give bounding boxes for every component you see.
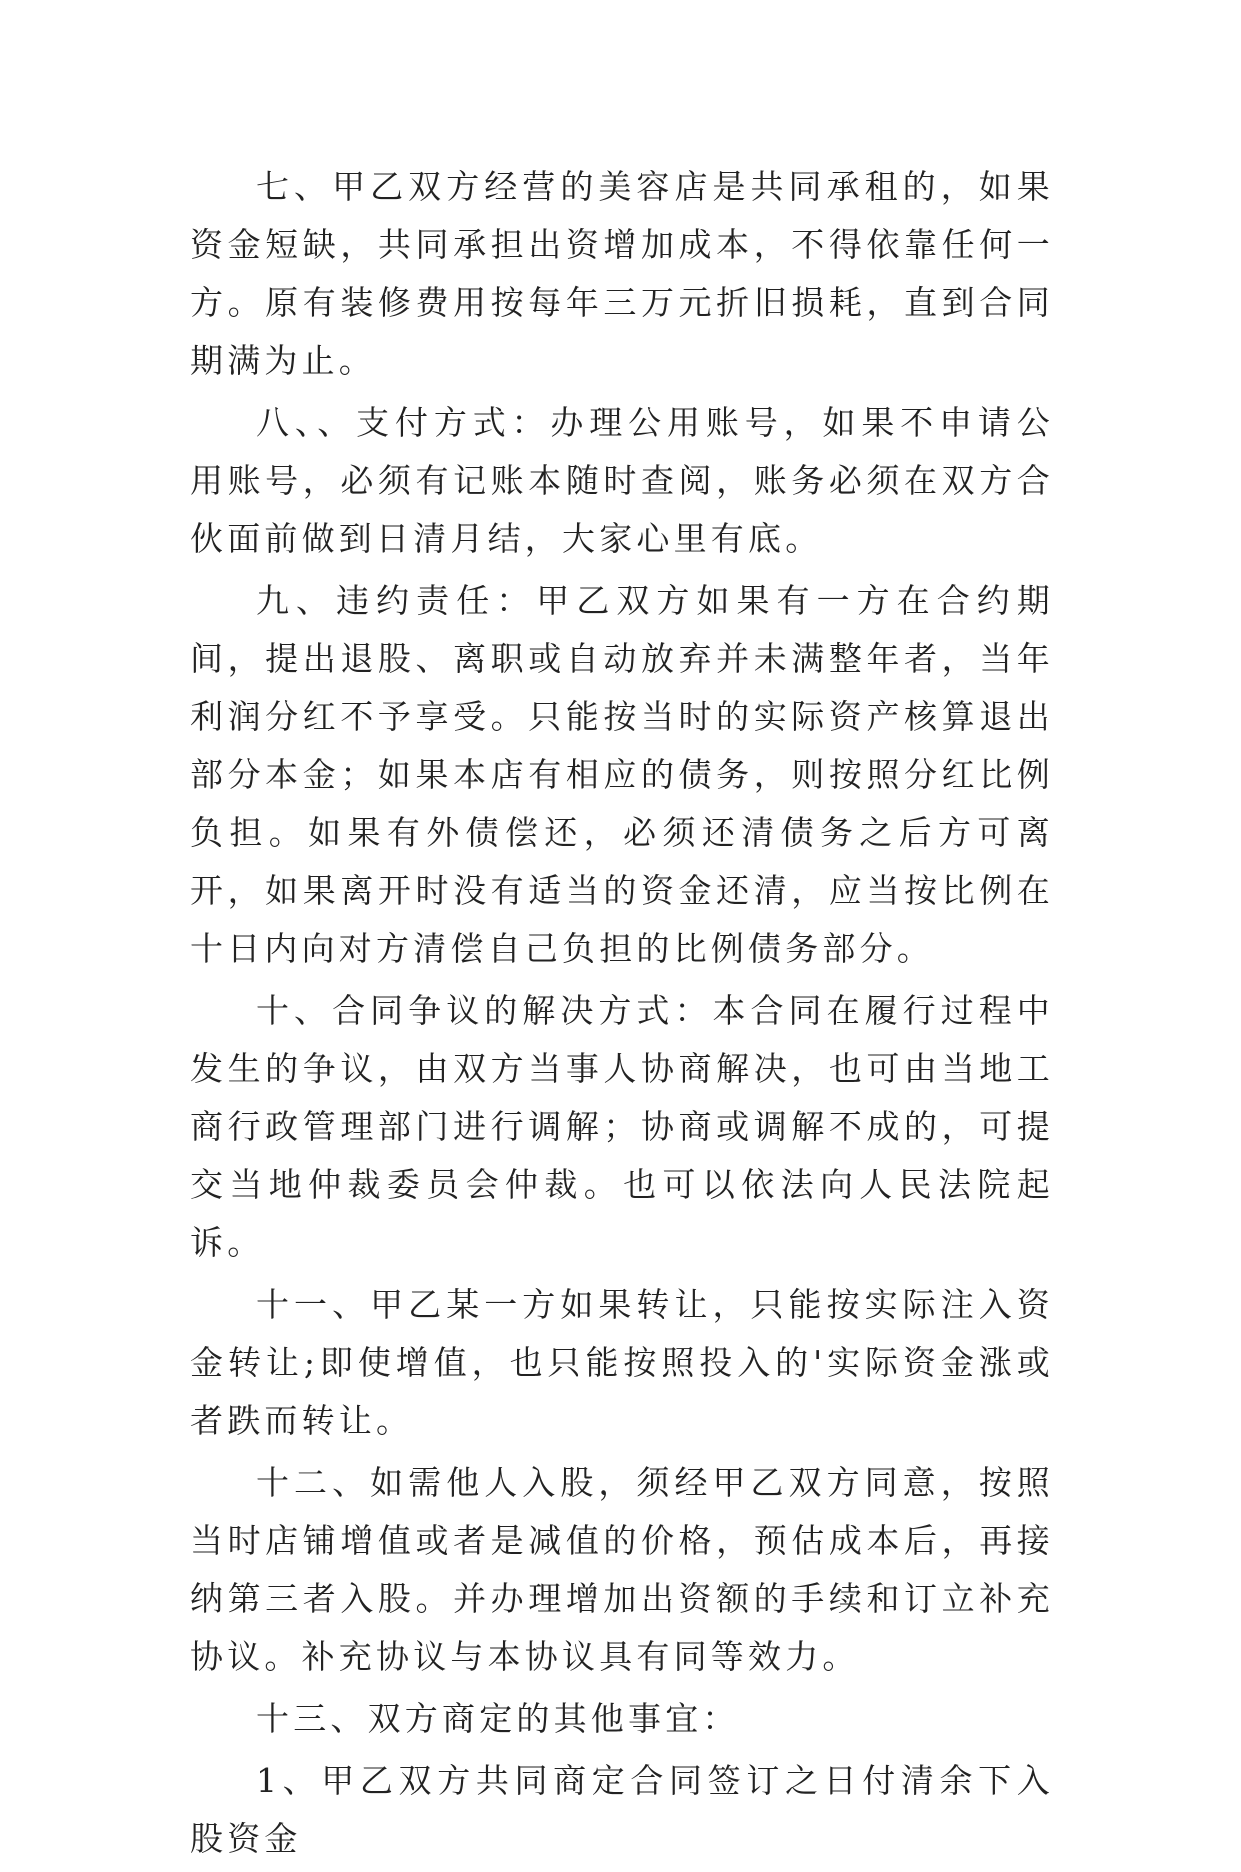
clause-12-paragraph: 十二、如需他人入股，须经甲乙双方同意，按照当时店铺增值或者是减值的价格，预估成本后，再接纳第三者入股。并办理增加出资额的手续和订立补充协议。补充协议与本协议具有同等效力。 (190, 1463, 1054, 1676)
clause-7-paragraph: 七、甲乙双方经营的美容店是共同承租的，如果资金短缺，共同承担出资增加成本，不得依靠任何一方。原有装修费用按每年三万元折旧损耗，直到合同期满为止。 (190, 167, 1054, 380)
clause-11-paragraph: 十一、甲乙某一方如果转让，只能按实际注入资金转让;即使增值，也只能按照投入的'实际资金涨或者跌而转让。 (190, 1285, 1054, 1440)
clause-13-item-1: 1、甲乙双方共同商定合同签订之日付清余下入股资金 (190, 1761, 1054, 1858)
document-body (190, 158, 1054, 1872)
clause-9-paragraph: 九、违约责任：甲乙双方如果有一方在合约期间，提出退股、离职或自动放弃并未满整年者，当年利润分红不予享受。只能按当时的实际资产核算退出部分本金；如果本店有相应的债务，则按照分红比例负担。如果有外债偿还，必须还清债务之后方可离开，如果离开时没有适当的资金还清，应当按比例在十日内向对方清偿自己负担的比例债务部分。 (190, 581, 1054, 968)
clause-13-heading: 十三、双方商定的其他事宜： (256, 1699, 740, 1738)
clause-8-paragraph: 八、、支付方式：办理公用账号，如果不申请公用账号，必须有记账本随时查阅，账务必须在双方合伙面前做到日清月结，大家心里有底。 (190, 403, 1054, 558)
clause-10-paragraph: 十、合同争议的解决方式：本合同在履行过程中发生的争议，由双方当事人协商解决，也可由当地工商行政管理部门进行调解；协商或调解不成的，可提交当地仲裁委员会仲裁。也可以依法向人民法院起诉。 (190, 991, 1054, 1262)
